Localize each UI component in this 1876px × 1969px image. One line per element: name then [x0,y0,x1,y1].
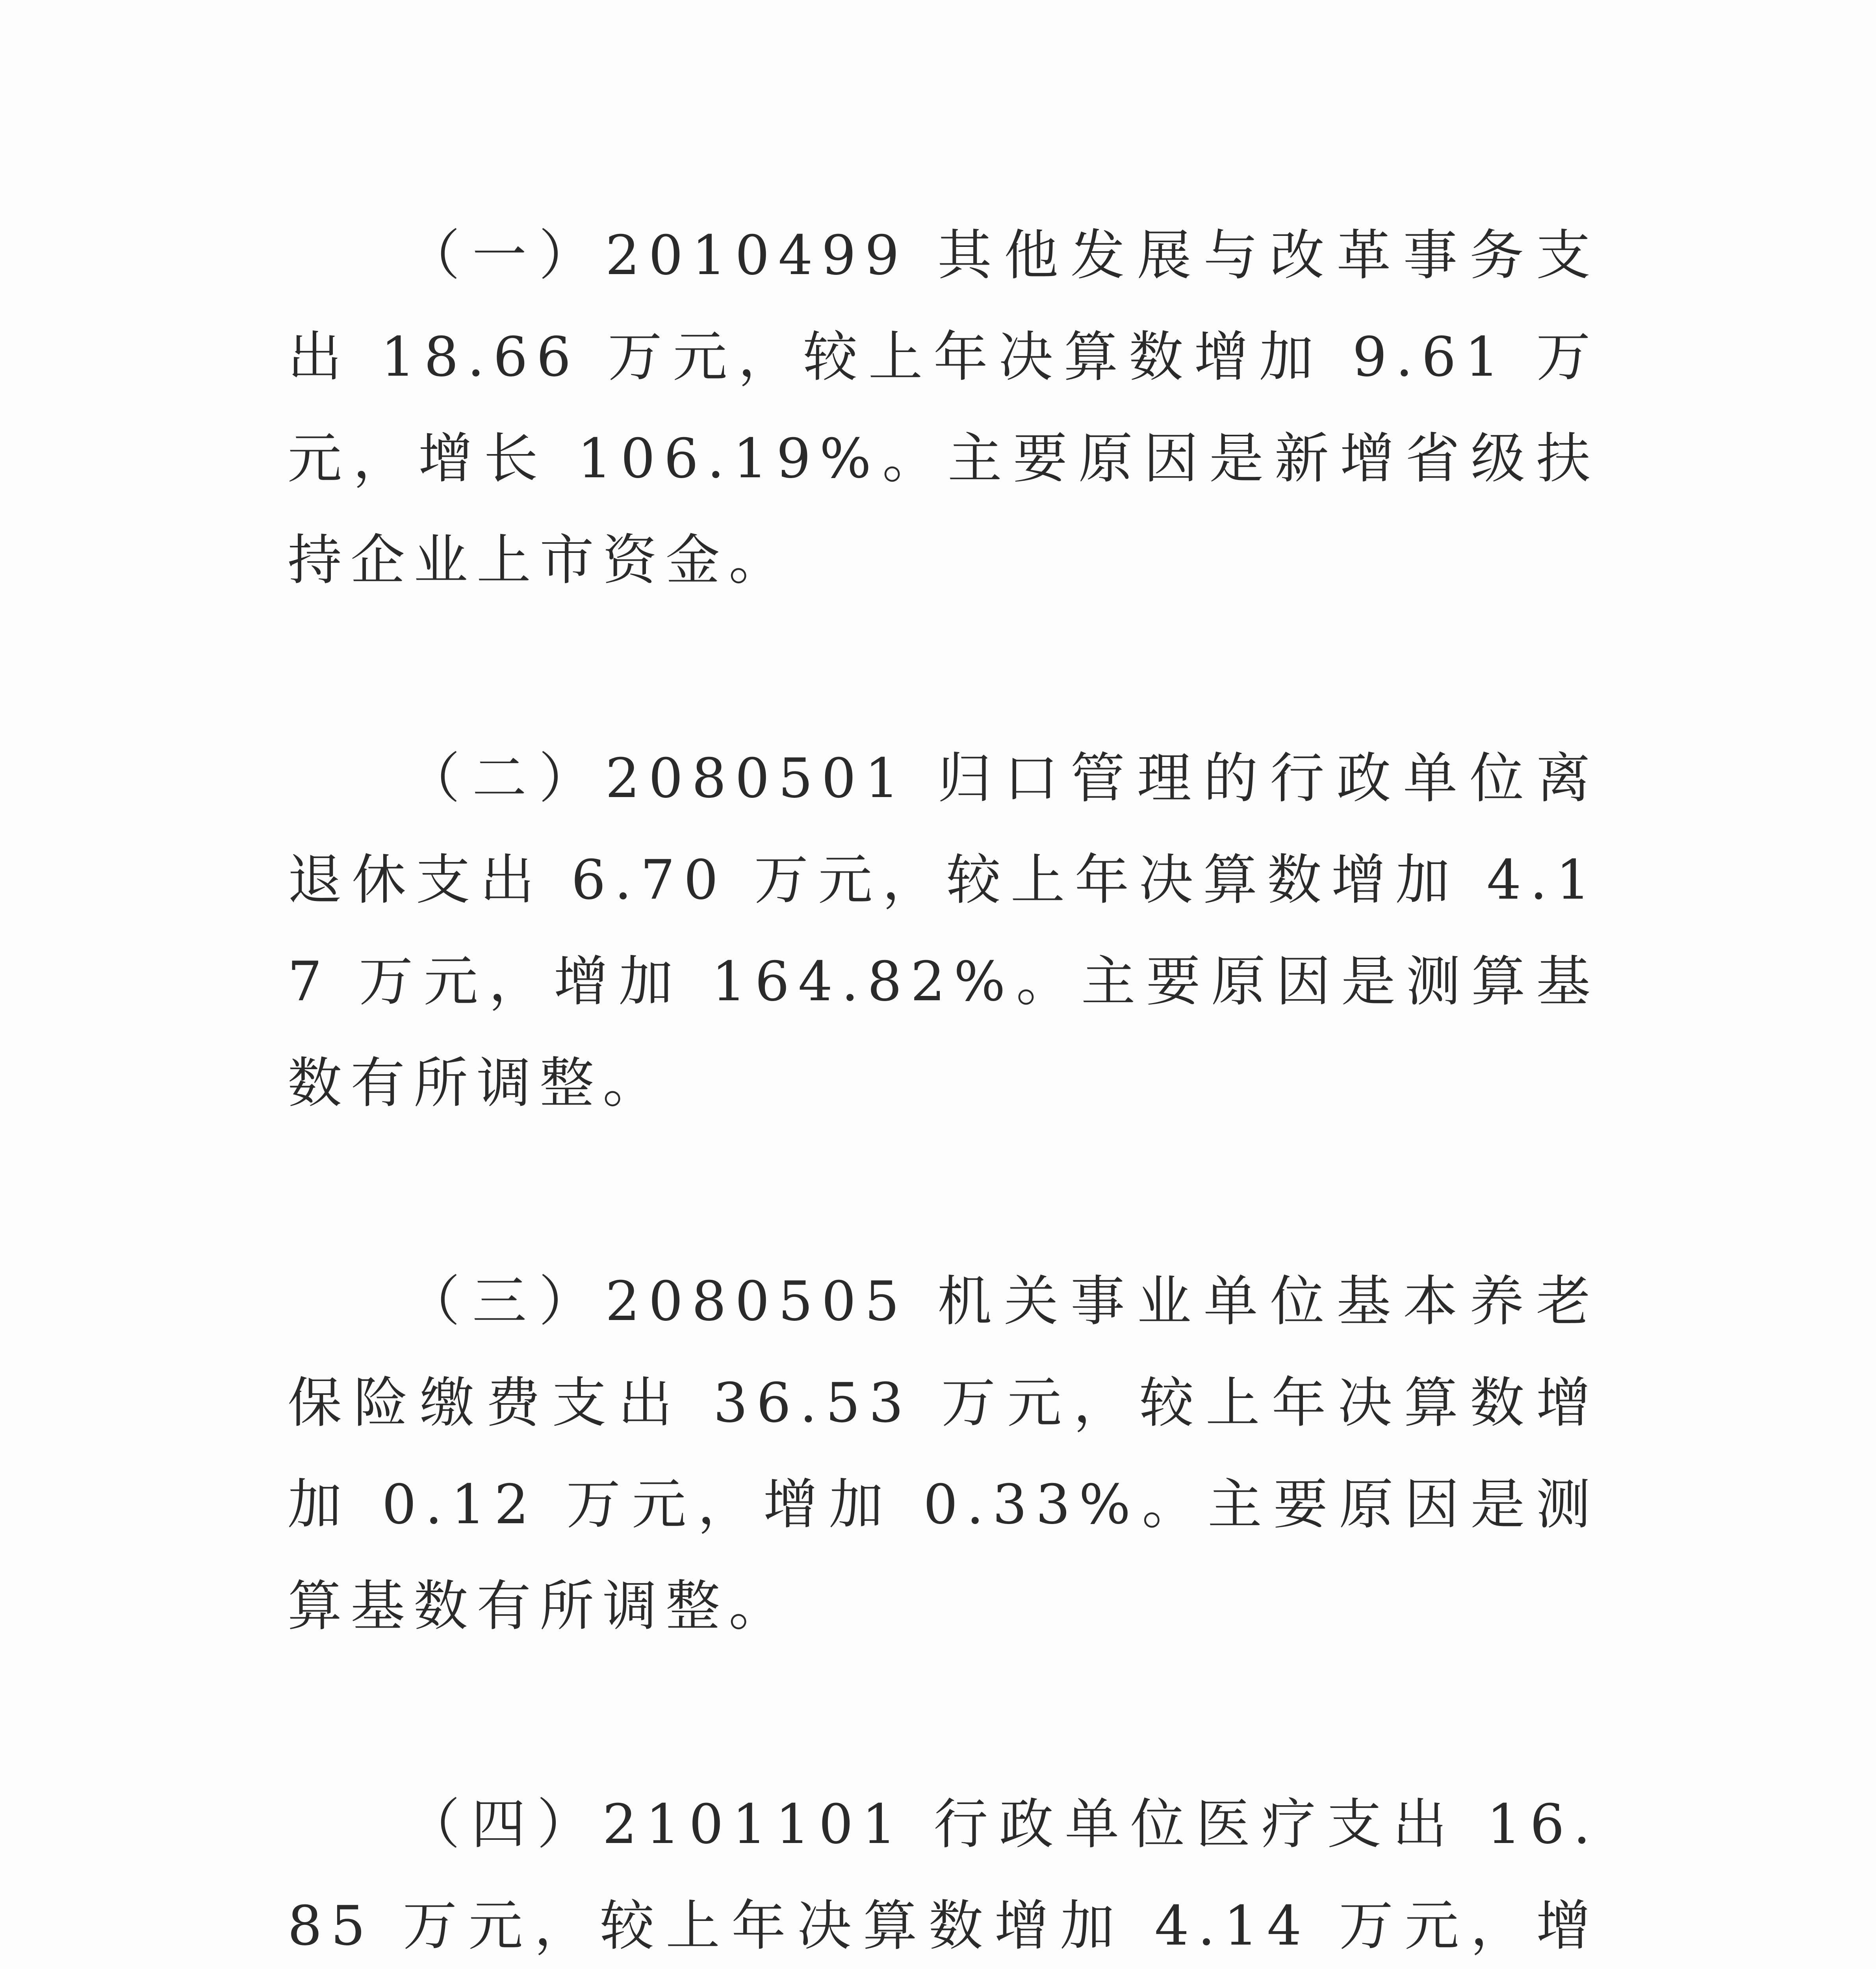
paragraph-4: （四）2101101 行政单位医疗支出 16.85 万元，较上年决算数增加 4.14 万元，增 [288,1793,1600,1958]
document-body [288,205,1599,1969]
paragraph-3: （三）2080505 机关事业单位基本养老保险缴费支出 36.53 万元，较上年决算数增加 0.12 万元，增加 0.33%。主要原因是测算基数有所调整。 [288,1270,1599,1638]
paragraph-1: （一）2010499 其他发展与改革事务支出 18.66 万元，较上年决算数增加 9.61 万元，增长 106.19%。主要原因是新增省级扶持企业上市资金。 [288,224,1599,592]
paragraph-2: （二）2080501 归口管理的行政单位离退休支出 6.70 万元，较上年决算数增加 4.17 万元，增加 164.82%。主要原因是测算基数有所调整。 [288,747,1599,1115]
